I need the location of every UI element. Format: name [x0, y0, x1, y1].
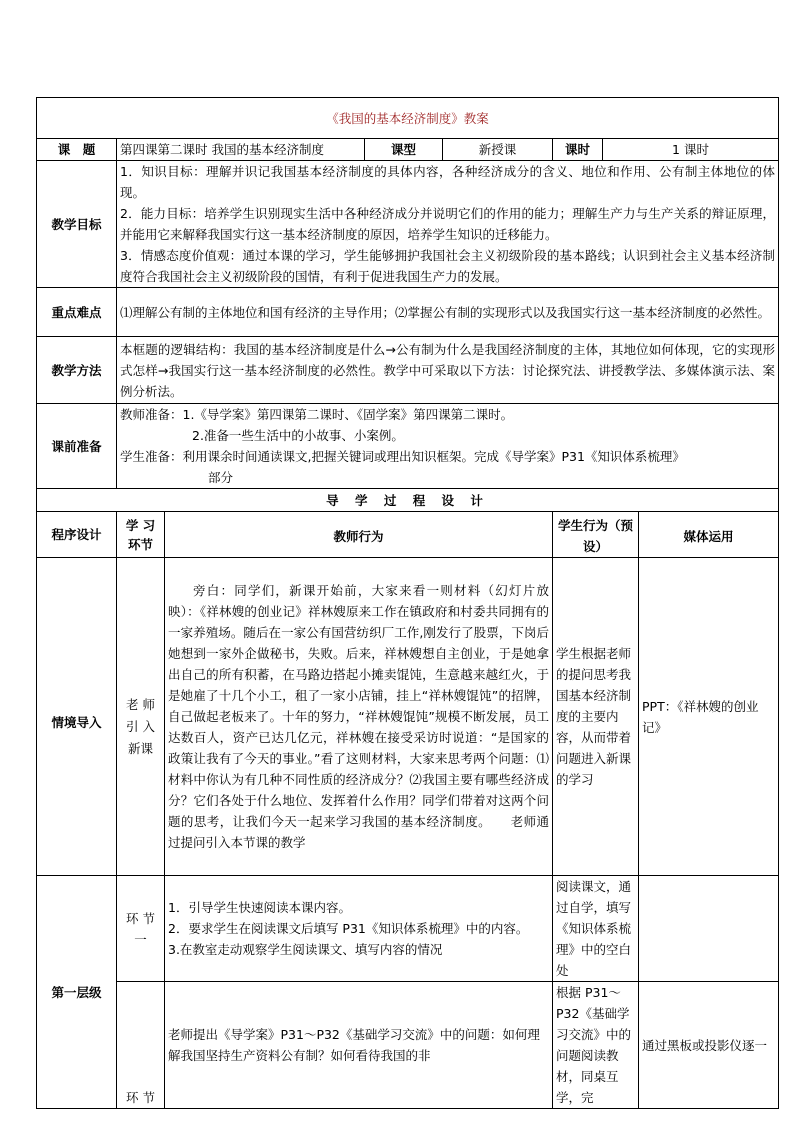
page-title: 《我国的基本经济制度》教案: [37, 98, 779, 139]
row-phase-intro: 老 师 引 入 新课: [117, 558, 165, 876]
prep-student-1: 学生准备：利用课余时间通读课文,把握关键词或理出知识框架。完成《导学案》P31《知识体系梳理》: [120, 449, 685, 464]
row-teacher-intro: 旁白：同学们，新课开始前，大家来看一则材料（幻灯片放映）：《祥林嫂的创业记》祥林嫂原来工作在镇政府和村委共同拥有的一家养殖场。随后在一家公有国营纺织厂工作,刚发行了股票，下岗后她想到一家外企做秘书，失败。后来，祥林嫂想自主创业，于是她拿出自己的所有积蓄，在马路边搭起小摊卖馄饨，生意越来越红火，于是她雇了十几个小工，租了一家小店铺，挂上“祥林嫂馄饨”的招牌，自己做起老板来了。十年的努力，“祥林嫂馄饨”规模不断发展，员工达数百人，资产已达几亿元，祥林嫂在接受采访时说道：“是国家的政策让我有了今天的事业。”看了这则材料，大家来思考两个问题：⑴材料中你认为有几种不同性质的经济成分？⑵我国主要有哪些经济成分？它们各处于什么地位、发挥着什么作用？同学们带着对这两个问题的思考，让我们今天一起来学习我国的基本经济制度。 老师通过提问引入本节课的教学: [165, 558, 553, 876]
goal-ability: 2．能力目标：培养学生识别现实生活中各种经济成分并说明它们的作用的能力；理解生产力与生产关系的辩证原理，并能用它来解释我国实行这一基本经济制度的原因，培养学生知识的迁移能力。: [120, 206, 776, 242]
step1-line-2: 2．要求学生在阅读课文后填写 P31《知识体系梳理》中的内容。: [168, 921, 529, 936]
hours-label: 课时: [553, 139, 603, 161]
step1-line-3: 3.在教室走动观察学生阅读课文、填写内容的情况: [168, 942, 443, 957]
row-program-intro: 情境导入: [37, 558, 117, 876]
keypoints-text: ⑴理解公有制的主体地位和国有经济的主导作用；⑵掌握公有制的实现形式以及我国实行这一基本经济制度的必然性。: [117, 288, 779, 337]
topic-label: 课 题: [37, 139, 117, 161]
lesson-plan-table: [36, 97, 779, 1109]
goal-attitude: 3．情感态度价值观：通过本课的学习，学生能够拥护我国社会主义初级阶段的基本路线；认识到社会主义基本经济制度符合我国社会主义初级阶段的国情，有利于促进我国生产力的发展。: [120, 248, 776, 284]
header-media: 媒体运用: [639, 512, 779, 558]
topic-value: 第四课第二课时 我国的基本经济制度: [117, 139, 365, 161]
step1-line-1: 1．引导学生快速阅读本课内容。: [168, 900, 351, 915]
methods-label: 教学方法: [37, 337, 117, 404]
row-media-step1: [639, 876, 779, 982]
row-student-intro: 学生根据老师的提问思考我国基本经济制度的主要内容，从而带着问题进入新课的学习: [553, 558, 639, 876]
goals-label: 教学目标: [37, 161, 117, 288]
header-phase: 学 习 环节: [117, 512, 165, 558]
prep-label: 课前准备: [37, 404, 117, 489]
section-title: 导 学 过 程 设 计: [37, 489, 779, 512]
row-phase-step2: 环 节: [117, 982, 165, 1109]
type-label: 课型: [365, 139, 443, 161]
goal-knowledge: 1．知识目标：理解并识记我国基本经济制度的具体内容，各种经济成分的含义、地位和作用、公有制主体地位的体现。: [120, 164, 776, 200]
row-teacher-step1: [165, 876, 553, 982]
header-program: 程序设计: [37, 512, 117, 558]
row-media-step2: 通过黑板或投影仪逐一: [639, 982, 779, 1109]
prep-student-2: 部分: [208, 470, 234, 485]
row-teacher-step2: 老师提出《导学案》P31～P32《基础学习交流》中的问题：如何理解我国坚持生产资料公有制？如何看待我国的非: [165, 982, 553, 1109]
type-value: 新授课: [443, 139, 553, 161]
prep-teacher-1: 教师准备：1.《导学案》第四课第二课时、《固学案》第四课第二课时。: [120, 407, 514, 422]
row-student-step1: 阅读课文，通过自学，填写《知识体系梳理》中的空白处: [553, 876, 639, 982]
keypoints-label: 重点难点: [37, 288, 117, 337]
row-student-step2: 根据 P31～P32《基础学习交流》中的问题阅读教材，同桌互学，完: [553, 982, 639, 1109]
hours-value: 1 课时: [603, 139, 779, 161]
goals-content: [117, 161, 779, 288]
row-phase-step1: 环 节 一: [117, 876, 165, 982]
row-program-level1: 第一层级: [37, 876, 117, 1109]
prep-teacher-2: 2.准备一些生活中的小故事、小案例。: [192, 428, 404, 443]
methods-text: 本框题的逻辑结构：我国的基本经济制度是什么→公有制为什么是我国经济制度的主体，其地位如何体现，它的实现形式怎样→我国实行这一基本经济制度的必然性。教学中可采取以下方法：讨论探究法、讲授教学法、多媒体演示法、案例分析法。: [117, 337, 779, 404]
prep-content: [117, 404, 779, 489]
header-student: 学生行为（预设）: [553, 512, 639, 558]
row-media-intro: PPT：《祥林嫂的创业记》: [639, 558, 779, 876]
header-teacher: 教师行为: [165, 512, 553, 558]
